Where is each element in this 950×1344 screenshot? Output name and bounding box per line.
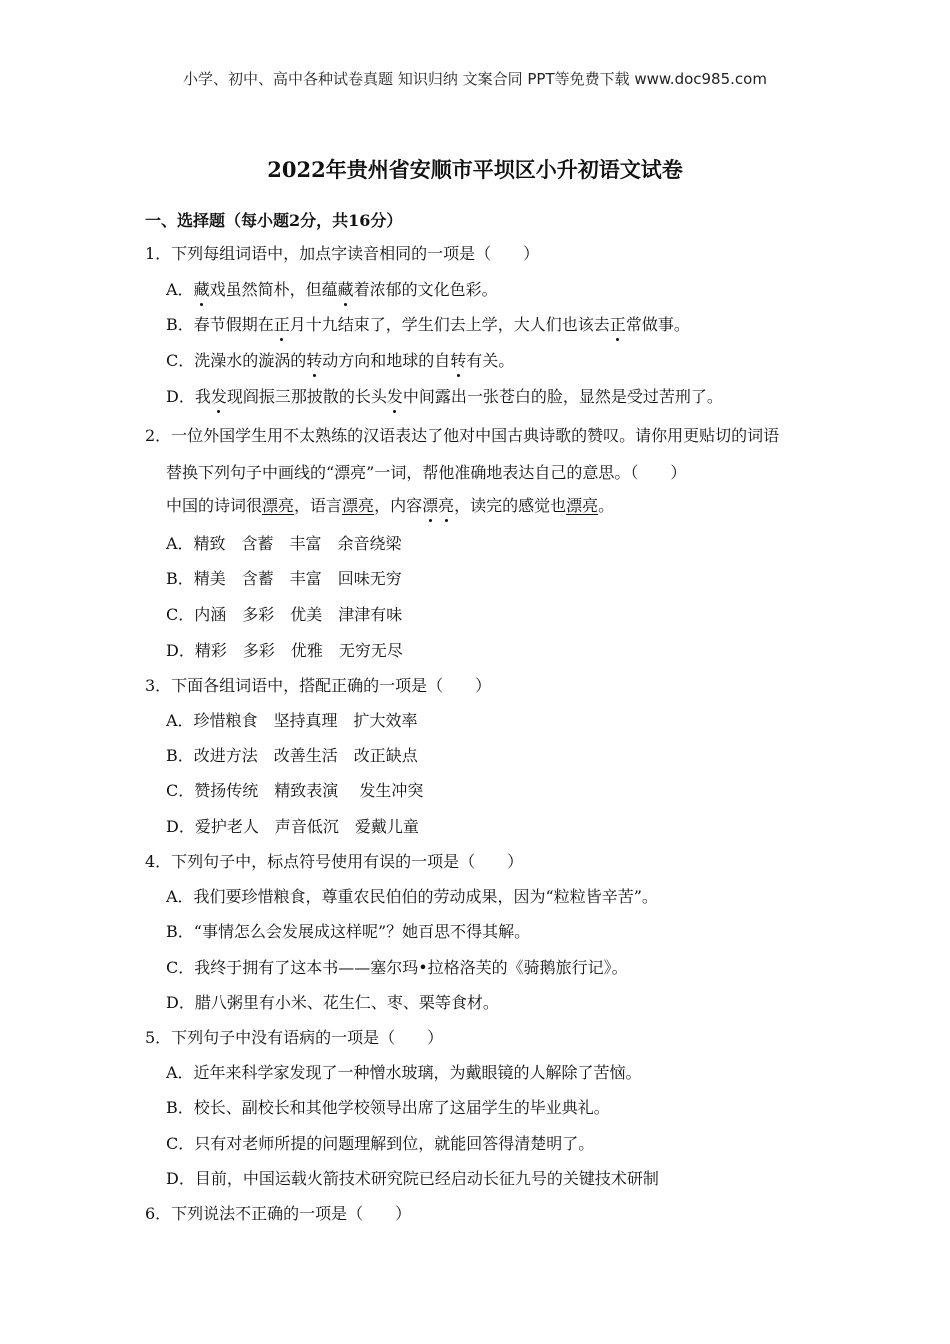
question-5-option-b: B．校长、副校长和其他学校领导出席了这届学生的毕业典礼。 [166, 1098, 610, 1117]
text-segment: A． [166, 280, 194, 299]
question-5-option-c: C．只有对老师所提的问题理解到位，就能回答得清楚明了。 [166, 1134, 595, 1153]
underlined-word: 漂亮 [342, 496, 375, 515]
question-4-option-b: B．“事情怎么会发展成这样呢”？她百思不得其解。 [166, 922, 531, 941]
dotted-char: 转 [306, 351, 323, 370]
question-5-option-a: A．近年来科学家发现了一种憎水玻璃，为戴眼镜的人解除了苦恼。 [166, 1063, 642, 1082]
text-segment: ，语言 [294, 496, 343, 515]
text-segment: 中间露出一张苍白的脸，显然是受过苦刑了。 [402, 387, 723, 406]
question-2-sentence [166, 495, 614, 517]
question-2-stem-line-2: 替换下列句子中画线的“漂亮”一词，帮他准确地表达自己的意思。（ ） [166, 463, 687, 482]
dotted-char: 漂 [422, 496, 439, 515]
text-segment: 有关。 [466, 351, 515, 370]
text-segment: 。 [598, 496, 615, 515]
question-2-option-c: C．内涵 多彩 优美 津津有味 [166, 605, 403, 624]
dotted-char: 发 [386, 387, 403, 406]
dotted-char: 藏 [193, 280, 210, 299]
dotted-char: 发 [210, 387, 227, 406]
question-4-option-d: D．腊八粥里有小米、花生仁、枣、栗等食材。 [166, 993, 499, 1012]
dotted-char: 藏 [337, 280, 354, 299]
text-segment: ，内容 [374, 496, 423, 515]
question-2-stem-line-1: 2．一位外国学生用不太熟练的汉语表达了他对中国古典诗歌的赞叹。请你用更贴切的词语 [145, 426, 780, 445]
question-4-stem: 4．下列句子中，标点符号使用有误的一项是（ ） [145, 852, 524, 871]
underlined-word: 漂亮 [566, 496, 599, 515]
question-1-option-c [166, 350, 514, 372]
question-3-option-d: D．爱护老人 声音低沉 爱戴儿童 [166, 817, 419, 836]
text-segment: 常做事。 [625, 315, 690, 334]
text-segment: ，读完的感觉也 [454, 496, 567, 515]
text-segment: D．我 [166, 387, 211, 406]
question-2-option-b: B．精美 含蓄 丰富 回味无穷 [166, 569, 402, 588]
section-heading: 一、选择题（每小题2分，共16分） [145, 211, 403, 230]
text-segment: 中国的诗词很 [166, 496, 263, 515]
question-4-option-a: A．我们要珍惜粮食，尊重农民伯伯的劳动成果，因为“粒粒皆辛苦”。 [166, 887, 658, 906]
text-segment: 现阎振三那披散的长头 [226, 387, 387, 406]
question-5-option-d: D．目前，中国运载火箭技术研究院已经启动长征九号的关键技术研制 [166, 1169, 659, 1188]
question-1-option-b [166, 314, 690, 336]
question-3-option-a: A．珍惜粮食 坚持真理 扩大效率 [166, 711, 418, 730]
text-segment: C．洗澡水的漩涡的 [166, 351, 307, 370]
question-2-option-a: A．精致 含蓄 丰富 余音绕梁 [166, 534, 402, 553]
dotted-char: 正 [609, 315, 626, 334]
text-segment: 戏虽然简朴，但蕴 [209, 280, 338, 299]
question-3-option-b: B．改进方法 改善生活 改正缺点 [166, 746, 418, 765]
question-6-stem: 6．下列说法不正确的一项是（ ） [145, 1204, 412, 1223]
question-3-option-c: C．赞扬传统 精致表演 发生冲突 [166, 781, 424, 800]
text-segment: 着浓郁的文化色彩。 [353, 280, 498, 299]
text-segment: 月十九结束了，学生们去上学，大人们也该去 [289, 315, 610, 334]
question-4-option-c: C．我终于拥有了这本书——塞尔玛•拉格洛芙的《骑鹅旅行记》。 [166, 958, 628, 977]
question-5-stem: 5．下列句子中没有语病的一项是（ ） [145, 1028, 444, 1047]
question-3-stem: 3．下面各组词语中，搭配正确的一项是（ ） [145, 676, 492, 695]
dotted-char: 转 [450, 351, 467, 370]
text-segment: 动方向和地球的自 [322, 351, 451, 370]
question-1-option-d [166, 386, 723, 408]
page-title: 2022年贵州省安顺市平坝区小升初语文试卷 [267, 157, 683, 182]
underlined-word: 漂亮 [262, 496, 295, 515]
question-1-option-a [166, 279, 498, 301]
text-segment: B．春节假期在 [166, 315, 274, 334]
dotted-char: 正 [273, 315, 290, 334]
dotted-char: 亮 [438, 496, 455, 515]
page-header-banner: 小学、初中、高中各种试卷真题 知识归纳 文案合同 PPT等免费下载 www.doc985.com [183, 70, 767, 88]
question-1-stem: 1．下列每组词语中，加点字读音相同的一项是（ ） [145, 244, 540, 263]
question-2-option-d: D．精彩 多彩 优雅 无穷无尽 [166, 641, 403, 660]
